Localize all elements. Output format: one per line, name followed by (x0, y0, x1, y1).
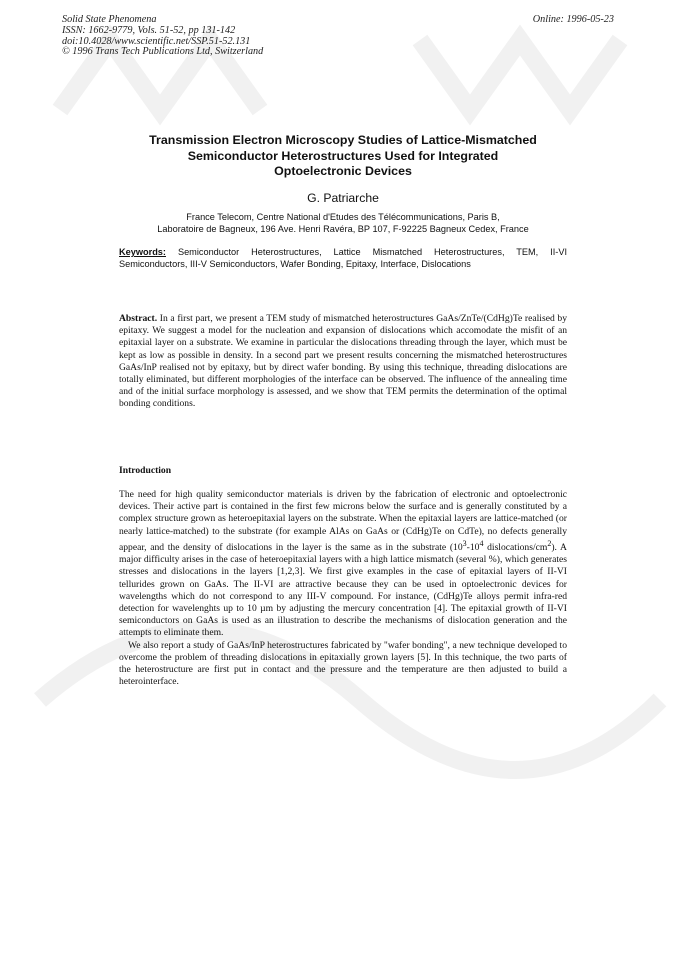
introduction-body (119, 489, 567, 688)
publication-metadata (62, 15, 263, 58)
doi-line: doi:10.4028/www.scientific.net/SSP.51-52.131 (62, 35, 251, 47)
paragraph-text: -10 (466, 542, 480, 553)
paragraph-text: dislocations/cm (483, 542, 548, 553)
title-line: Optoelectronic Devices (274, 164, 412, 179)
paragraph-text: ). A major difficulty arises in the case of heteroepitaxial layers with a high lattice mismatch (several %), which generates stresses and dislocations in the layers [1,2,3]. We first give examples in the case of epitaxial layers of II-VI tellurides grown on GaAs. The II-VI are attractive because they can be used in optoelectronic devices for wavelengths which do not correspond to any III-V compound. For instance, (CdHg)Te alloys permit infra-red detection for wavelenghts up to 10 µm by adjusting the mercury concentration [4]. The epitaxial growth of II-VI semiconductors on GaAs is used as an illustration to describe the mechanisms of dislocation generation and the attempts to eliminate them. (119, 542, 567, 639)
paragraph-text: The need for high quality semiconductor materials is driven by the fabrication of electronic and optoelectronic devices. Their active part is contained in the first few microns below the surface and is generally constituted by a complex structure grown as heteroepitaxial layers on the substrate. When the epitaxial layers are lattice-matched (or nearly lattice-matched) to the substrate (for example AlAs on GaAs or (CdHg)Te on CdTe), no defects generally appear, and the density of dislocations in the layer is the same as in the substrate (10 (119, 489, 567, 553)
keywords-text: Semiconductor Heterostructures, Lattice Mismatched Heterostructures, TEM, II-VI Semiconductors, III-V Semiconductors, Wafer Bonding, Epitaxy, Interface, Dislocations (119, 247, 567, 270)
issn-line: ISSN: 1662-9779, Vols. 51-52, pp 131-142 (62, 24, 236, 36)
abstract-text: In a first part, we present a TEM study of mismatched heterostructures GaAs/ZnTe/(CdHg)Te realised by epitaxy. We suggest a model for the nucleation and expansion of dislocations which accomodate the misfit of an epitaxial layer on a substrate. We examine in particular the dislocations threading through the layer, which must be kept as low as possible in density. In a second part we present results concerning the mismatched heterostructures GaAs/InP realised not by epitaxy, but by direct wafer bonding. By using this technique, threading dislocations are totally eliminated, but different morphologies of the interface can be observed. The influence of the annealing time and of the initial surface morphology is assessed, and we show that TEM permits the determination of the optimal bonding conditions. (119, 313, 567, 410)
online-date: Online: 1996-05-23 (532, 14, 614, 25)
superscript: 3 (462, 538, 467, 548)
paragraph (119, 489, 567, 640)
affiliation-line: France Telecom, Centre National d'Etudes des Télécommunications, Paris B, (186, 212, 500, 222)
keywords-label: Keywords: (119, 247, 166, 257)
affiliation (100, 211, 586, 236)
superscript: 2 (547, 538, 552, 548)
abstract-block (119, 313, 567, 411)
paragraph: We also report a study of GaAs/InP heterostructures fabricated by "wafer bonding", a new technique developed to overcome the problem of threading dislocations in epitaxially grown layers [5]. In this technique, the two parts of the heterostructure are first put in contact and the pressure and the temperature are then adjusted to build a heterointerface. (119, 639, 567, 688)
journal-name: Solid State Phenomena (62, 14, 157, 25)
affiliation-line: Laboratoire de Bagneux, 196 Ave. Henri Ravéra, BP 107, F-92225 Bagneux Cedex, France (157, 224, 529, 235)
title-line: Transmission Electron Microscopy Studies of Lattice-Mismatched (149, 133, 537, 147)
copyright-line: © 1996 Trans Tech Publications Ltd, Switzerland (62, 46, 264, 58)
title-line: Semiconductor Heterostructures Used for Integrated (187, 148, 499, 163)
paper-title (100, 133, 586, 180)
keywords-block (119, 246, 567, 270)
superscript: 4 (479, 538, 484, 548)
introduction-heading: Introduction (119, 465, 172, 476)
abstract-label: Abstract. (119, 313, 158, 324)
author-name: G. Patriarche (307, 191, 379, 205)
